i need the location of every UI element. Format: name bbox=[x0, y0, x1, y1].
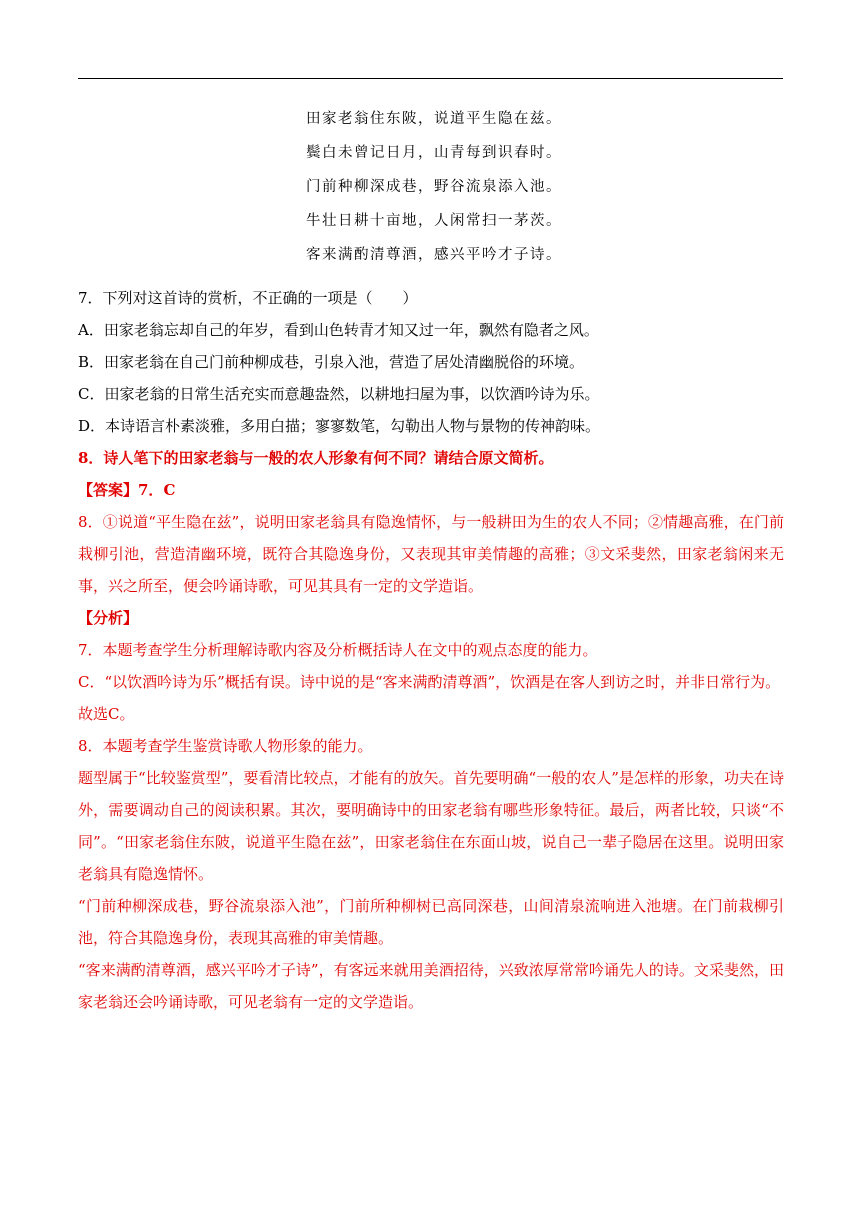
analysis-q7-intro: 7．本题考查学生分析理解诗歌内容及分析概括诗人在文中的观点态度的能力。 bbox=[78, 641, 598, 659]
question-7-option-b: B．田家老翁在自己门前种柳成巷，引泉入池，营造了居处清幽脱俗的环境。 bbox=[78, 353, 585, 371]
analysis-q7-c: C．“以饮酒吟诗为乐”概括有误。诗中说的是“客来满酌清尊酒”，饮酒是在客人到访之时，并非日常行为。 bbox=[78, 673, 781, 691]
poem-line: 鬓白未曾记日月，山青每到识春时。 bbox=[306, 145, 562, 161]
document-body bbox=[78, 282, 784, 1018]
poem-line: 客来满酌清尊酒，感兴平吟才子诗。 bbox=[306, 247, 562, 263]
analysis-q7-choice: 故选C。 bbox=[78, 705, 135, 723]
analysis-q8-paragraph-1: 题型属于“比较鉴赏型”，要看清比较点，才能有的放矢。首先要明确“一般的农人”是怎样的形象，功夫在诗外，需要调动自己的阅读积累。其次，要明确诗中的田家老翁有哪些形象特征。最后，两者比较，只谈“不同”。“田家老翁住东陂，说道平生隐在兹”，田家老翁住在东面山坡，说自己一辈子隐居在这里。说明田家老翁具有隐逸情怀。 bbox=[78, 769, 784, 883]
question-7-option-d: D．本诗语言朴素淡雅，多用白描；寥寥数笔，勾勒出人物与景物的传神韵味。 bbox=[78, 417, 601, 435]
analysis-q8-paragraph-2: “门前种柳深成巷，野谷流泉添入池”，门前所种柳树已高同深巷，山间清泉流响进入池塘。在门前栽柳引池，符合其隐逸身份，表现其高雅的审美情趣。 bbox=[78, 897, 784, 947]
header-rule bbox=[78, 78, 783, 79]
poem-line: 门前种柳深成巷，野谷流泉添入池。 bbox=[306, 179, 562, 195]
question-7-stem: 7．下列对这首诗的赏析，不正确的一项是（ ） bbox=[78, 289, 418, 307]
analysis-q8-intro: 8．本题考查学生鉴赏诗歌人物形象的能力。 bbox=[78, 737, 373, 755]
answer-label: 【答案】7．C bbox=[78, 481, 176, 499]
question-7-option-a: A．田家老翁忘却自己的年岁，看到山色转青才知又过一年，飘然有隐者之风。 bbox=[78, 321, 599, 339]
answer-q8: 8．①说道“平生隐在兹”，说明田家老翁具有隐逸情怀，与一般耕田为生的农人不同；②情趣高雅，在门前栽柳引池，营造清幽环境，既符合其隐逸身份，又表现其审美情趣的高雅；③文采斐然，田家老翁闲来无事，兴之所至，便会吟诵诗歌，可见其具有一定的文学造诣。 bbox=[78, 513, 784, 595]
poem-line: 田家老翁住东陂，说道平生隐在兹。 bbox=[306, 111, 562, 127]
question-7-option-c: C．田家老翁的日常生活充实而意趣盎然，以耕地扫屋为事，以饮酒吟诗为乐。 bbox=[78, 385, 600, 403]
poem-line: 牛壮日耕十亩地，人闲常扫一茅茨。 bbox=[306, 213, 562, 229]
question-8-stem: 8．诗人笔下的田家老翁与一般的农人形象有何不同？请结合原文简析。 bbox=[78, 449, 554, 467]
analysis-q8-paragraph-3: “客来满酌清尊酒，感兴平吟才子诗”，有客远来就用美酒招待，兴致浓厚常常吟诵先人的诗。文采斐然，田家老翁还会吟诵诗歌，可见老翁有一定的文学造诣。 bbox=[78, 961, 784, 1011]
analysis-label: 【分析】 bbox=[78, 609, 139, 627]
poem bbox=[0, 106, 860, 276]
